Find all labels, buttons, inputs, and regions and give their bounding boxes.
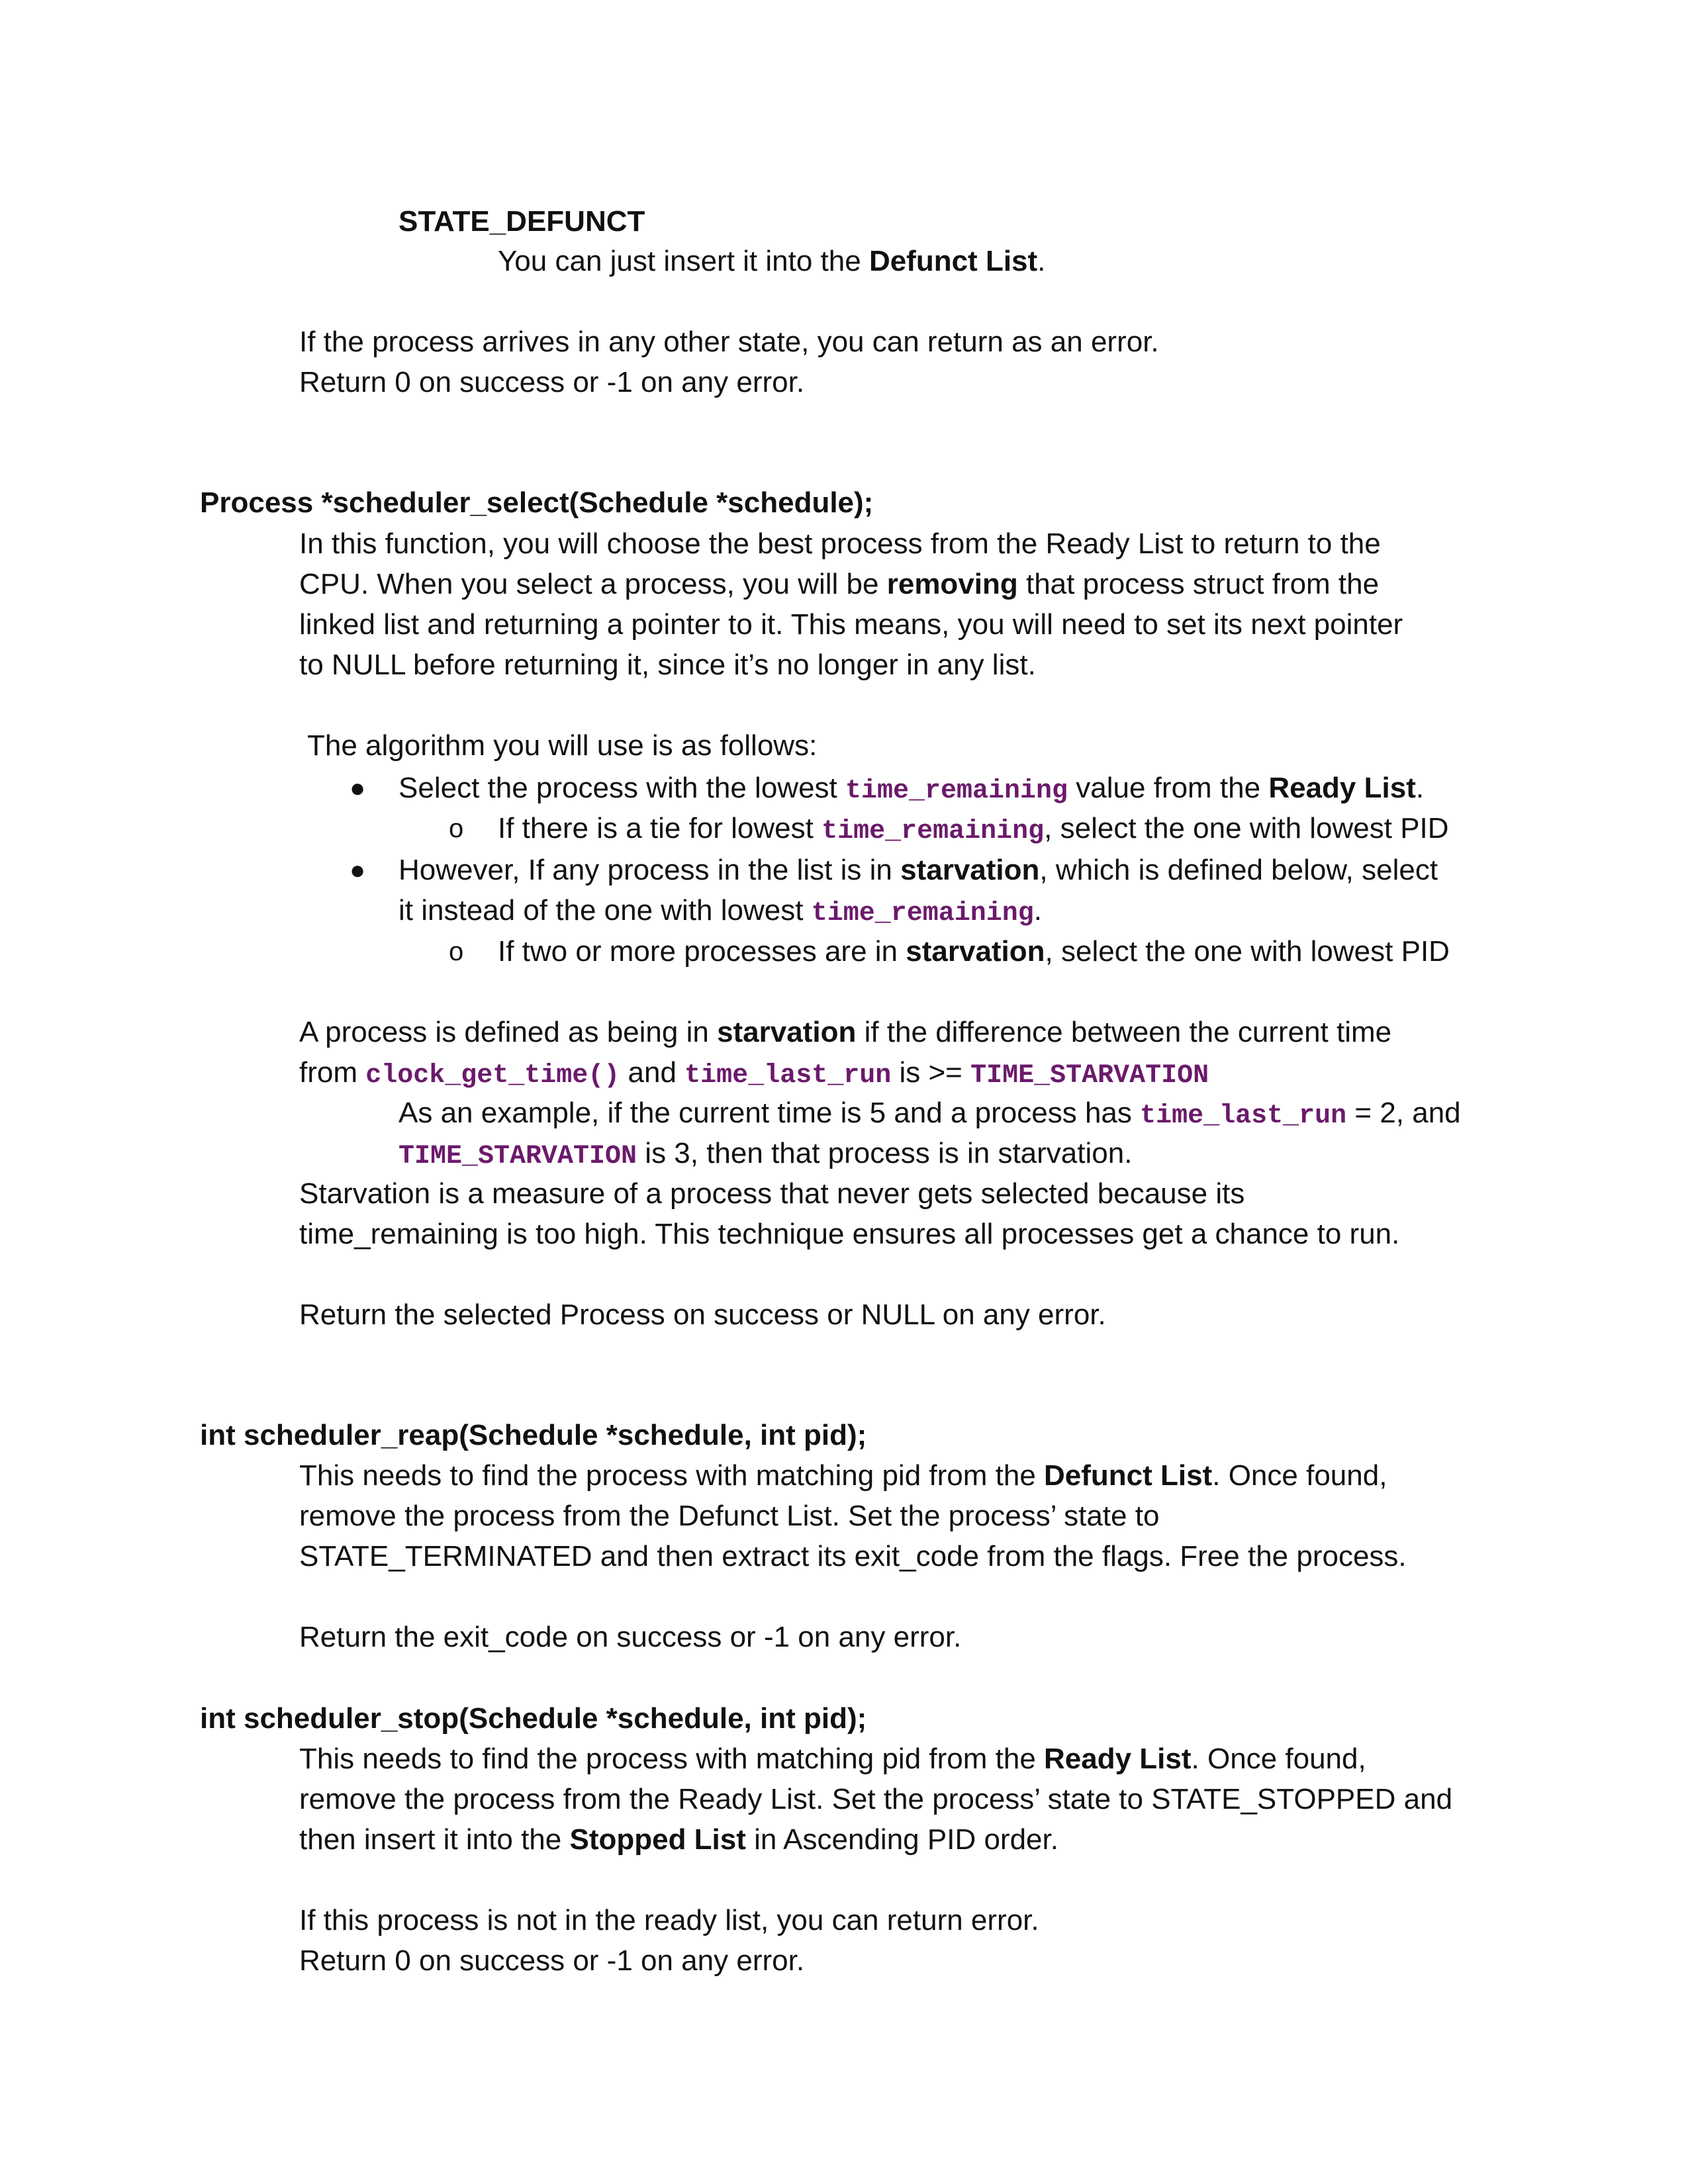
- defunct-other-state: If the process arrives in any other state, you can return as an error.: [299, 326, 1159, 358]
- reap-return: Return the exit_code on success or -1 on any error.: [299, 1621, 962, 1653]
- bullet-circle-icon: o: [449, 814, 464, 843]
- sub-bullet-1: If there is a tie for lowest time_remaining, select the one with lowest PID: [498, 812, 1449, 846]
- reap-signature: int scheduler_reap(Schedule *schedule, int pid);: [200, 1419, 867, 1451]
- stop-return: Return 0 on success or -1 on any error.: [299, 1944, 805, 1977]
- bullet-disc-icon: ●: [350, 856, 366, 885]
- stop-line-1: This needs to find the process with matching pid from the Ready List. Once found,: [299, 1743, 1366, 1775]
- select-intro-2: CPU. When you select a process, you will be removing that process struct from the: [299, 568, 1380, 600]
- starvation-def-2: from clock_get_time() and time_last_run is >= TIME_STARVATION: [299, 1056, 1209, 1091]
- select-return: Return the selected Process on success or NULL on any error.: [299, 1298, 1106, 1331]
- bullet-circle-icon: o: [449, 937, 464, 966]
- defunct-label: STATE_DEFUNCT: [399, 205, 645, 238]
- reap-line-2: remove the process from the Defunct List. Set the process’ state to: [299, 1500, 1160, 1532]
- bullet-2: However, If any process in the list is in starvation, which is defined below, select: [399, 854, 1438, 886]
- algorithm-intro: The algorithm you will use is as follows:: [307, 729, 818, 762]
- bullet-2-cont: it instead of the one with lowest time_remaining.: [399, 894, 1042, 929]
- sub-bullet-2: If two or more processes are in starvation, select the one with lowest PID: [498, 935, 1450, 968]
- select-intro-1: In this function, you will choose the best process from the Ready List to return to the: [299, 527, 1381, 560]
- stop-signature: int scheduler_stop(Schedule *schedule, int pid);: [200, 1702, 867, 1735]
- starvation-def-1: A process is defined as being in starvation if the difference between the current time: [299, 1016, 1392, 1048]
- defunct-return: Return 0 on success or -1 on any error.: [299, 366, 805, 398]
- select-signature: Process *scheduler_select(Schedule *schedule);: [200, 486, 874, 519]
- bullet-1: Select the process with the lowest time_remaining value from the Ready List.: [399, 772, 1425, 806]
- starvation-example-1: As an example, if the current time is 5 and a process has time_last_run = 2, and: [399, 1097, 1461, 1131]
- reap-line-1: This needs to find the process with matching pid from the Defunct List. Once found,: [299, 1459, 1387, 1492]
- starvation-example-2: TIME_STARVATION is 3, then that process is in starvation.: [399, 1137, 1133, 1171]
- defunct-body: You can just insert it into the Defunct List.: [498, 245, 1046, 277]
- stop-line-3: then insert it into the Stopped List in Ascending PID order.: [299, 1823, 1058, 1856]
- reap-line-3: STATE_TERMINATED and then extract its exit_code from the flags. Free the process.: [299, 1540, 1407, 1572]
- select-intro-4: to NULL before returning it, since it’s no longer in any list.: [299, 649, 1036, 681]
- starvation-measure-1: Starvation is a measure of a process that never gets selected because its: [299, 1177, 1245, 1210]
- select-intro-3: linked list and returning a pointer to it. This means, you will need to set its next pointer: [299, 608, 1403, 641]
- stop-line-2: remove the process from the Ready List. Set the process’ state to STATE_STOPPED and: [299, 1783, 1453, 1815]
- starvation-measure-2: time_remaining is too high. This technique ensures all processes get a chance to run.: [299, 1218, 1400, 1250]
- stop-not-ready: If this process is not in the ready list, you can return error.: [299, 1904, 1039, 1936]
- bullet-disc-icon: ●: [350, 774, 366, 803]
